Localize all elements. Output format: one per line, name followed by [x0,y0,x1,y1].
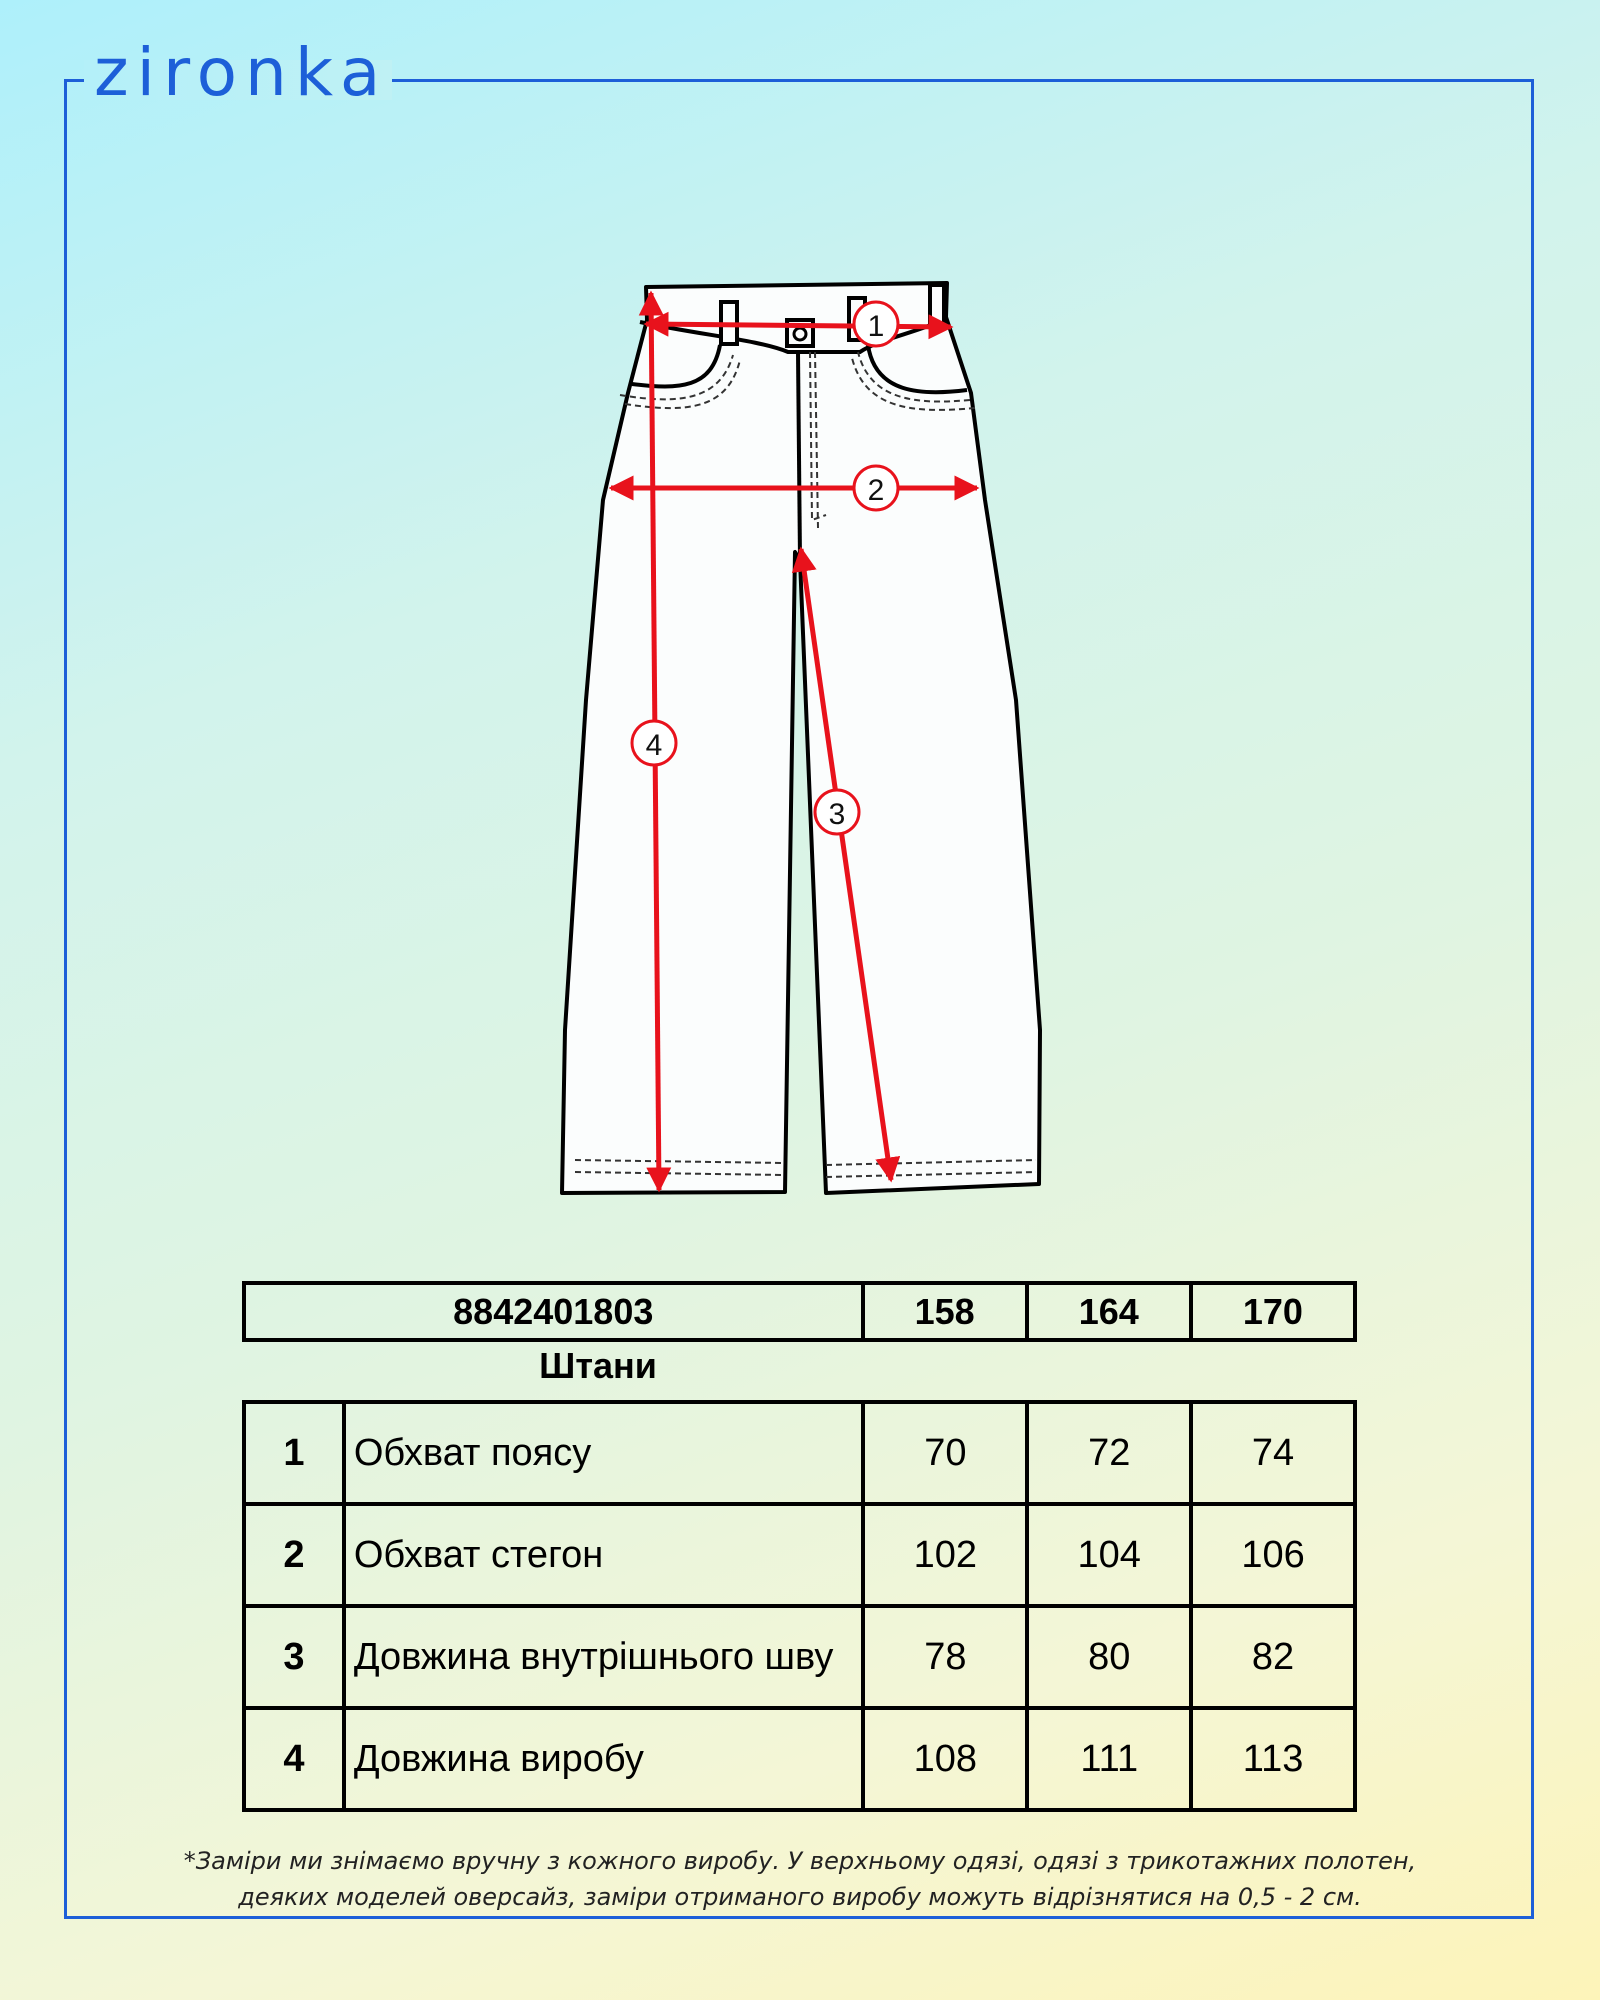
row-value: 102 [863,1504,1027,1606]
footnote-line-2: деяких моделей оверсайз, заміри отриманого виробу можуть відрізнятися на 0,5 - 2 см. [238,1883,1362,1911]
row-number: 1 [244,1402,344,1504]
row-value: 111 [1027,1708,1191,1810]
marker-2-label: 2 [867,474,885,507]
size-col-170: 170 [1191,1283,1355,1340]
marker-1-label: 1 [867,310,885,343]
row-label: Довжина виробу [344,1708,864,1810]
row-value: 82 [1191,1606,1355,1708]
size-col-164: 164 [1027,1283,1191,1340]
table-row [244,1708,1355,1810]
measurements-table [242,1400,1357,1812]
row-value: 70 [863,1402,1027,1504]
row-label: Обхват поясу [344,1402,864,1504]
size-header-table [242,1281,1357,1342]
size-col-158: 158 [863,1283,1027,1340]
row-value: 74 [1191,1402,1355,1504]
brand-logo: zironka [94,34,389,111]
marker-4-label: 4 [645,729,663,762]
row-value: 106 [1191,1504,1355,1606]
footnote-line-1: *Заміри ми знімаємо вручну з кожного виробу. У верхньому одязі, одязі з трикотажних полотен, [183,1847,1417,1875]
row-value: 108 [863,1708,1027,1810]
row-value: 78 [863,1606,1027,1708]
row-number: 4 [244,1708,344,1810]
row-value: 104 [1027,1504,1191,1606]
row-value: 72 [1027,1402,1191,1504]
table-row [244,1606,1355,1708]
table-row [244,1402,1355,1504]
row-number: 2 [244,1504,344,1606]
marker-3-label: 3 [828,798,846,831]
row-value: 80 [1027,1606,1191,1708]
row-value: 113 [1191,1708,1355,1810]
row-label: Обхват стегон [344,1504,864,1606]
table-row [244,1504,1355,1606]
row-number: 3 [244,1606,344,1708]
article-number: 8842401803 [244,1283,863,1340]
product-name: Штани [539,1345,657,1386]
footnote [70,1843,1530,1915]
row-label: Довжина внутрішнього шву [344,1606,864,1708]
